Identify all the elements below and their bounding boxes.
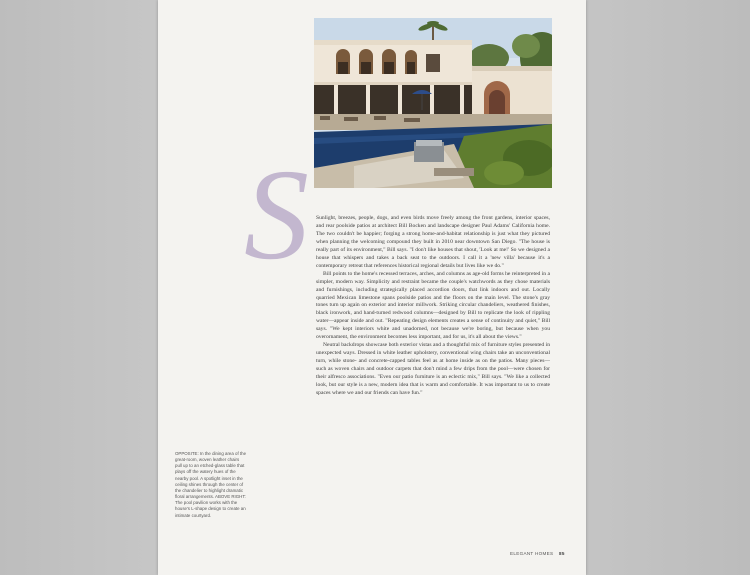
page-number: 85 — [558, 551, 565, 556]
drop-cap-letter: S — [244, 150, 309, 270]
page-footer — [510, 551, 565, 556]
photo-caption: OPPOSITE: In the dining area of the great-room, woven leather chairs pull up to an etched-glass table that plays off the watery hues of the nearby pool. A spotlight inset in the ceiling shines through the center of the chandelier to highlight dramatic floral arrangements. ABOVE RIGHT: The pool pavilion works with the house's L-shape design to create an intimate courtyard. — [175, 451, 247, 518]
magazine-name: ELEGANT HOMES — [510, 551, 554, 556]
article-paragraph: Neutral backdrops showcase both exterior vistas and a thoughtful mix of furniture styles presented in unexpected ways. Dressed in white leather upholstery, conventional wing chairs take an unconventional turn, while stone- and concrete-capped tables feel as at home inside as on the patios. Many pieces—such as woven chairs and outdoor carpets that don't mind a few drips from the pool—were chosen for their alfresco associations. "Even our patio furniture is an eclectic mix," Bill says. "We like a collected look, but our style is a new, modern idea that is warm and comfortable. It was important to us to create spaces where we and our friends can have fun." — [316, 342, 550, 396]
magazine-page — [158, 0, 586, 575]
article-body — [316, 215, 550, 398]
article-paragraph: Sunlight, breezes, people, dogs, and even birds move freely among the front gardens, interior spaces, and rear poolside patios at architect Bill Bocken and landscape designer Paul Adams' California home. The two couldn't be happier; forging a strong home-and-habitat relationship is just what they pictured when planning the welcoming compound they built in 2010 near downtown San Diego. "The house is really part of its environment," Bill says. "I don't like houses that shout, 'Look at me!' So we designed a house that whispers and takes a back seat to the outdoors. I call it a 'new villa' because it's a contemporary retreat that references historical regional details but lives like we do." — [316, 215, 550, 269]
article-paragraph: Bill points to the home's recessed terraces, arches, and columns as age-old forms he reinterpreted in a simpler, modern way. Simplicity and restraint became the couple's watchwords as they chose materials and furnishings, including strategically placed accordion doors, that link indoors and out. Locally quarried Mexican limestone spans poolside patios and the floors on the main level. The stone's gray tones turn up again on exterior and interior millwork. Striking circular chandeliers, weathered finishes, black ironwork, and hand-turned redwood columns—designed by Bill to replicate the look of rippling water—appear inside and out. "Repeating design elements creates a sense of continuity and quiet," Bill says. "We kept interiors white and unadorned, not because we're boring, but because when you overornament, the environment becomes less important, and for us, it's all about the views." — [316, 270, 550, 341]
